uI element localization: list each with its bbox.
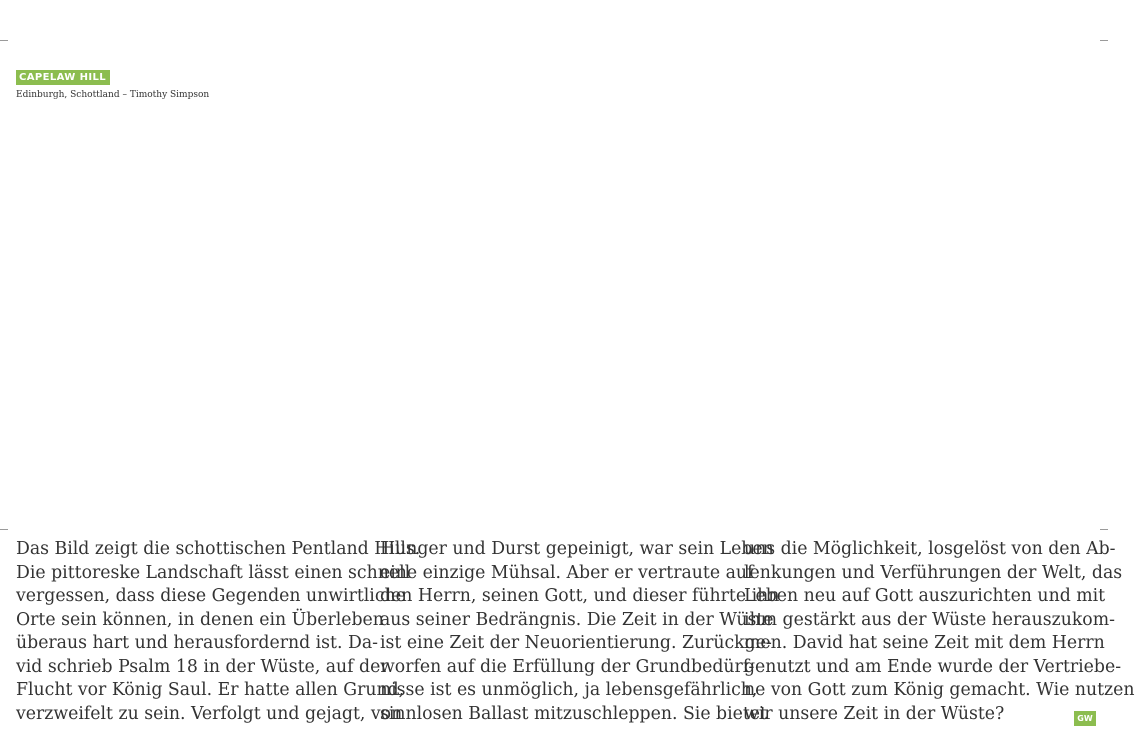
text-line: aus seiner Bedrängnis. Die Zeit in der Wüste <box>380 609 774 630</box>
crop-mark-top-left <box>0 40 8 41</box>
text-line: verzweifelt zu sein. Verfolgt und gejagt, von <box>16 703 403 724</box>
text-line: Hunger und Durst gepeinigt, war sein Leben <box>380 539 774 559</box>
crop-mark-top-right <box>1100 40 1108 41</box>
text-line: nisse ist es unmöglich, ja lebensgefährlich, <box>380 680 758 700</box>
text-line: Das Bild zeigt die schottischen Pentland Hills. <box>16 539 421 559</box>
text-line: uns die Möglichkeit, losgelöst von den Ab- <box>744 539 1116 559</box>
text-line: sinnlosen Ballast mitzuschleppen. Sie bietet <box>380 703 767 724</box>
text-line: ihm gestärkt aus der Wüste herauszukom- <box>744 609 1115 630</box>
text-line: lenkungen und Verführungen der Welt, das <box>744 562 1123 583</box>
text-line: vid schrieb Psalm 18 in der Wüste, auf der <box>16 656 389 677</box>
text-column-1 <box>16 538 421 726</box>
text-line: Leben neu auf Gott auszurichten und mit <box>744 586 1106 606</box>
text-line: worfen auf die Erfüllung der Grundbedürf- <box>380 656 755 677</box>
text-line: vergessen, dass diese Gegenden unwirtliche <box>16 586 406 606</box>
crop-mark-mid-right <box>1100 529 1108 530</box>
text-line: genutzt und am Ende wurde der Vertriebe- <box>744 656 1122 677</box>
text-line: eine einzige Mühsal. Aber er vertraute auf <box>380 562 754 583</box>
text-line: ist eine Zeit der Neuorientierung. Zurückge- <box>380 633 772 653</box>
crop-mark-mid-left <box>0 529 8 530</box>
photo-credit: Edinburgh, Schottland – Timothy Simpson <box>16 90 210 100</box>
text-line: men. David hat seine Zeit mit dem Herrn <box>744 633 1105 653</box>
publisher-badge: GW <box>1074 711 1096 726</box>
text-line: überaus hart und herausfordernd ist. Da- <box>16 633 378 653</box>
text-line: Die pittoreske Landschaft lässt einen schnell <box>16 562 411 583</box>
text-line: wir unsere Zeit in der Wüste? <box>744 703 1005 724</box>
text-line: Orte sein können, in denen ein Überleben <box>16 609 384 630</box>
text-column-2 <box>380 538 780 726</box>
text-column-3 <box>744 538 1135 726</box>
text-line: Flucht vor König Saul. Er hatte allen Grund, <box>16 680 405 700</box>
text-line: den Herrn, seinen Gott, und dieser führte ihn <box>380 586 780 606</box>
location-tag: CAPELAW HILL <box>16 70 110 85</box>
text-line: ne von Gott zum König gemacht. Wie nutzen <box>744 680 1135 700</box>
